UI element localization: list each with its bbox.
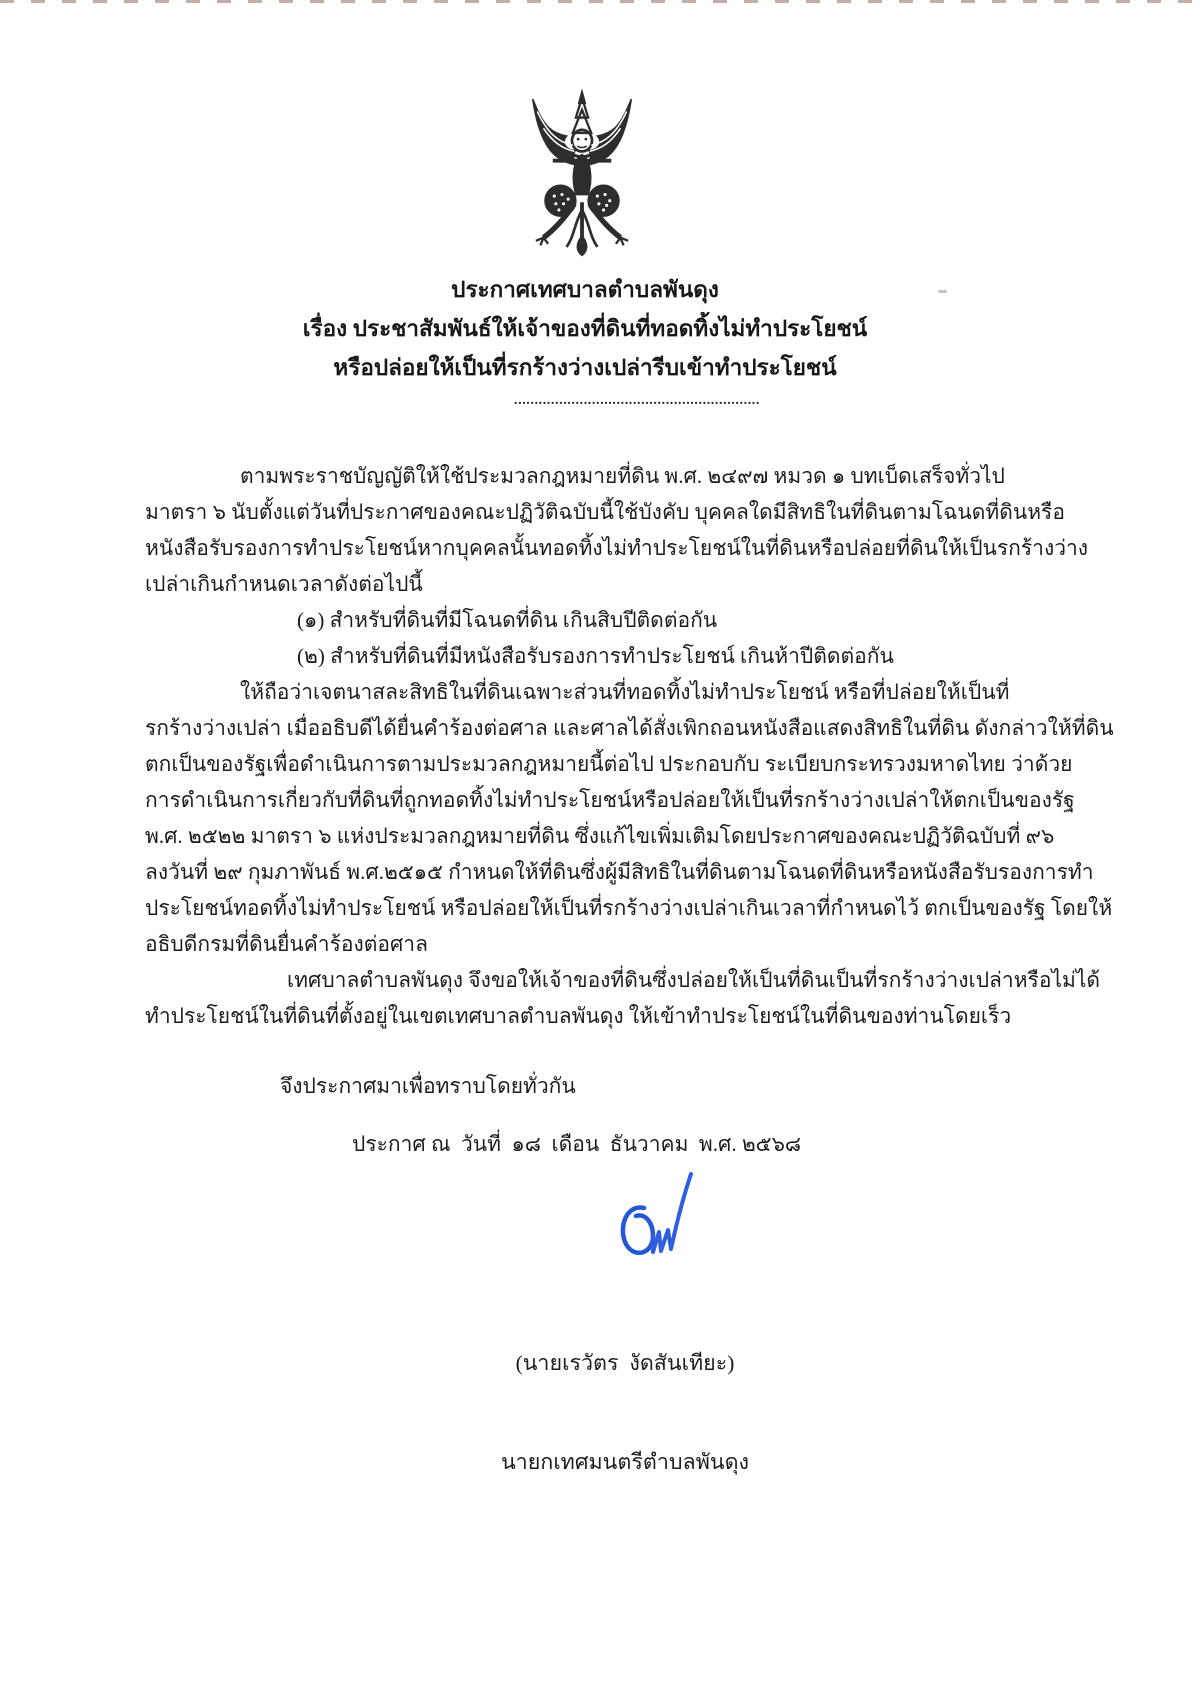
dotted-divider: ............................................................ [514, 393, 760, 408]
body-line: รกร้างว่างเปล่า เมื่ออธิบดีได้ยื่นคำร้องต่อศาล และศาลได้สั่งเพิกถอนหนังสือแสดงสิทธิในที่ดิน ดังกล่าวให้ที่ดิน [145, 716, 1114, 740]
body-line: พ.ศ. ๒๕๒๒ มาตรา ๖ แห่งประมวลกฎหมายที่ดิน ซึ่งแก้ไขเพิ่มเติมโดยประกาศของคณะปฏิวัติฉบับที่ ๙๖ [145, 824, 1055, 848]
body-line: เปล่าเกินกำหนดเวลาดังต่อไปนี้ [145, 572, 423, 596]
title-line-authority: ประกาศเทศบาลตำบลพันดุง [451, 277, 719, 302]
body-line: มาตรา ๖ นับตั้งแต่วันที่ประกาศของคณะปฏิวัติฉบับนี้ใช้บังคับ บุคคลใดมีสิทธิในที่ดินตามโฉนดที่ดินหรือ [145, 500, 1065, 524]
list-item-2: (๒) สำหรับที่ดินที่มีหนังสือรับรองการทำประโยชน์ เกินห้าปีติดต่อกัน [297, 644, 894, 668]
announcement-body [145, 458, 1114, 1034]
announcement-title [135, 270, 1035, 387]
scan-edge-artifact [0, 0, 1200, 3]
body-line: ให้ถือว่าเจตนาสละสิทธิในที่ดินเฉพาะส่วนที่ทอดทิ้งไม่ทำประโยชน์ หรือที่ปล่อยให้เป็นที่ [240, 680, 1010, 704]
body-line: ตกเป็นของรัฐเพื่อดำเนินการตามประมวลกฎหมายนี้ต่อไป ประกอบกับ ระเบียบกระทรวงมหาดไทย ว่าด้วย [145, 752, 1073, 776]
signer-name: (นายเรวัตร งัดสันเทียะ) [515, 1351, 735, 1375]
body-line: ทำประโยชน์ในที่ดินที่ตั้งอยู่ในเขตเทศบาลตำบลพันดุง ให้เข้าทำประโยชน์ในที่ดินของท่านโดยเร็ว [145, 1004, 1012, 1028]
body-line: หนังสือรับรองการทำประโยชน์หากบุคคลนั้นทอดทิ้งไม่ทำประโยชน์ในที่ดินหรือปล่อยที่ดินให้เป็นรกร้างว่าง [145, 536, 1089, 560]
title-line-subject: เรื่อง ประชาสัมพันธ์ให้เจ้าของที่ดินที่ทอดทิ้งไม่ทำประโยชน์ [302, 316, 868, 341]
list-item-1: (๑) สำหรับที่ดินที่มีโฉนดที่ดิน เกินสิบปีติดต่อกัน [297, 608, 718, 632]
body-line: เทศบาลตำบลพันดุง จึงขอให้เจ้าของที่ดินซึ่งปล่อยให้เป็นที่ดินเป็นที่รกร้างว่างเปล่าหรือไม่ได้ [287, 968, 1101, 992]
body-line: ตามพระราชบัญญัติให้ใช้ประมวลกฎหมายที่ดิน พ.ศ. ๒๔๙๗ หมวด ๑ บทเบ็ดเสร็จทั่วไป [240, 464, 1005, 488]
signer-position: นายกเทศมนตรีตำบลพันดุง [500, 1450, 750, 1474]
body-line: การดำเนินการเกี่ยวกับที่ดินที่ถูกทอดทิ้งไม่ทำประโยชน์หรือปล่อยให้เป็นที่รกร้างว่างเปล่าให้ตกเป็นของรัฐ [145, 788, 1075, 812]
handwritten-signature [608, 1168, 700, 1272]
body-line: อธิบดีกรมที่ดินยื่นคำร้องต่อศาล [145, 932, 428, 956]
scan-speck [938, 290, 947, 293]
garuda-emblem-icon [505, 88, 659, 258]
closing-statement: จึงประกาศมาเพื่อทราบโดยทั่วกัน [280, 1074, 576, 1098]
announcement-date: ประกาศ ณ วันที่ ๑๘ เดือน ธันวาคม พ.ศ. ๒๕๖๘ [352, 1132, 802, 1156]
body-line: ลงวันที่ ๒๙ กุมภาพันธ์ พ.ศ.๒๕๑๕ กำหนดให้ที่ดินซึ่งผู้มีสิทธิในที่ดินตามโฉนดที่ดินหรือหนังสือรับรองการทำ [145, 860, 1094, 884]
body-line: ประโยชน์ทอดทิ้งไม่ทำประโยชน์ หรือปล่อยให้เป็นที่รกร้างว่างเปล่าเกินเวลาที่กำหนดไว้ ตกเป็นของรัฐ โดยให้ [145, 896, 1113, 920]
signer-block [375, 1281, 875, 1545]
title-line-subject-2: หรือปล่อยให้เป็นที่รกร้างว่างเปล่ารีบเข้าทำประโยชน์ [333, 355, 837, 380]
